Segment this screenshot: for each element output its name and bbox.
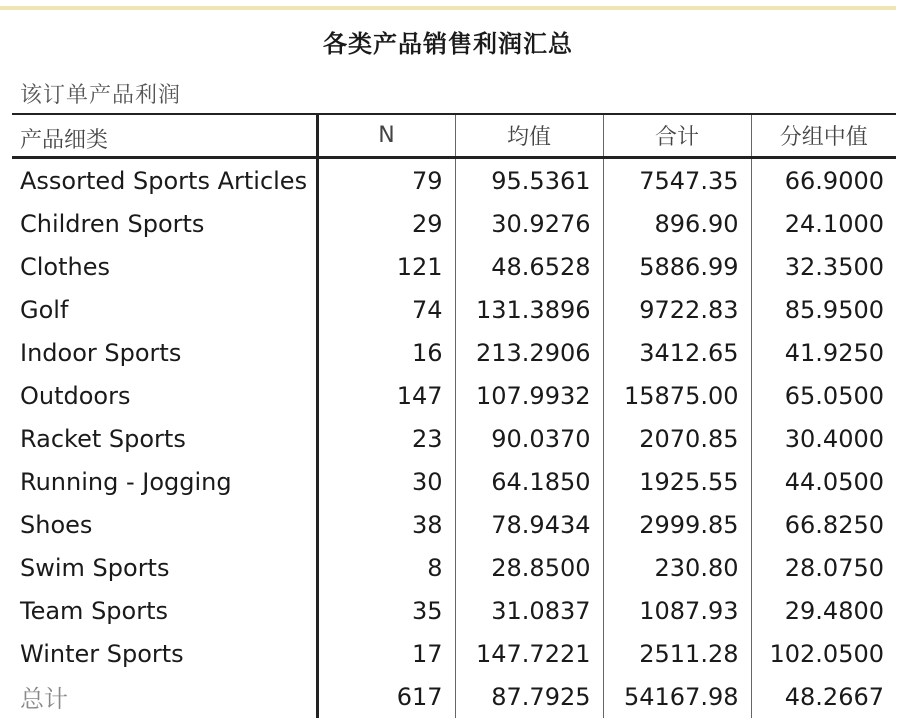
row-n-cell: 29 [317,202,455,245]
row-sum-cell: 230.80 [603,546,751,589]
row-n-cell: 16 [317,331,455,374]
row-n-cell: 617 [317,675,455,718]
table-row [12,245,896,288]
table-caption: 该订单产品利润 [20,83,182,108]
row-mean-cell: 213.2906 [455,331,603,374]
row-category-label: Swim Sports [12,546,317,589]
row-sum-cell: 15875.00 [603,374,751,417]
row-mean-cell: 78.9434 [455,503,603,546]
row-category-label: Assorted Sports Articles [12,158,317,203]
row-grouped-median-cell: 41.9250 [751,331,896,374]
row-grouped-median-cell: 28.0750 [751,546,896,589]
row-mean-cell: 64.1850 [455,460,603,503]
row-category-label: Outdoors [12,374,317,417]
table-row [12,331,896,374]
row-n-cell: 147 [317,374,455,417]
row-grouped-median-cell: 66.8250 [751,503,896,546]
row-sum-cell: 5886.99 [603,245,751,288]
row-sum-cell: 9722.83 [603,288,751,331]
table-row [12,460,896,503]
row-sum-cell: 2070.85 [603,417,751,460]
row-n-cell: 35 [317,589,455,632]
row-category-label: Team Sports [12,589,317,632]
row-n-cell: 38 [317,503,455,546]
row-sum-cell: 3412.65 [603,331,751,374]
row-mean-cell: 90.0370 [455,417,603,460]
row-mean-cell: 48.6528 [455,245,603,288]
row-sum-cell: 2999.85 [603,503,751,546]
row-mean-cell: 28.8500 [455,546,603,589]
row-sum-cell: 2511.28 [603,632,751,675]
header-mean: 均值 [455,114,603,158]
row-category-label: 总计 [12,675,317,718]
table-row [12,417,896,460]
table-row [12,374,896,417]
row-n-cell: 121 [317,245,455,288]
page-title: 各类产品销售利润汇总 [323,30,573,58]
row-n-cell: 74 [317,288,455,331]
header-category: 产品细类 [12,114,317,158]
row-grouped-median-cell: 66.9000 [751,158,896,203]
row-mean-cell: 107.9932 [455,374,603,417]
table-row [12,158,896,203]
row-category-label: Children Sports [12,202,317,245]
row-mean-cell: 87.7925 [455,675,603,718]
total-row [12,675,896,718]
row-n-cell: 30 [317,460,455,503]
row-grouped-median-cell: 85.9500 [751,288,896,331]
table-row [12,632,896,675]
row-sum-cell: 54167.98 [603,675,751,718]
table-row [12,546,896,589]
table-row [12,503,896,546]
row-sum-cell: 1925.55 [603,460,751,503]
row-n-cell: 8 [317,546,455,589]
row-sum-cell: 7547.35 [603,158,751,203]
table-row [12,589,896,632]
row-n-cell: 23 [317,417,455,460]
row-category-label: Winter Sports [12,632,317,675]
row-mean-cell: 131.3896 [455,288,603,331]
row-mean-cell: 147.7221 [455,632,603,675]
row-category-label: Shoes [12,503,317,546]
row-category-label: Indoor Sports [12,331,317,374]
row-grouped-median-cell: 44.0500 [751,460,896,503]
row-grouped-median-cell: 65.0500 [751,374,896,417]
row-grouped-median-cell: 24.1000 [751,202,896,245]
row-grouped-median-cell: 29.4800 [751,589,896,632]
table-row [12,202,896,245]
row-mean-cell: 31.0837 [455,589,603,632]
header-sum: 合计 [603,114,751,158]
row-grouped-median-cell: 30.4000 [751,417,896,460]
table-row [12,288,896,331]
row-grouped-median-cell: 102.0500 [751,632,896,675]
header-grouped-median: 分组中值 [751,114,896,158]
row-sum-cell: 1087.93 [603,589,751,632]
row-grouped-median-cell: 32.3500 [751,245,896,288]
header-row [12,114,896,158]
row-grouped-median-cell: 48.2667 [751,675,896,718]
top-rule [0,6,896,10]
row-n-cell: 79 [317,158,455,203]
row-sum-cell: 896.90 [603,202,751,245]
row-category-label: Racket Sports [12,417,317,460]
row-category-label: Golf [12,288,317,331]
profit-summary-table [12,113,896,718]
row-mean-cell: 30.9276 [455,202,603,245]
row-category-label: Clothes [12,245,317,288]
header-n: N [317,114,455,158]
row-category-label: Running - Jogging [12,460,317,503]
row-n-cell: 17 [317,632,455,675]
row-mean-cell: 95.5361 [455,158,603,203]
